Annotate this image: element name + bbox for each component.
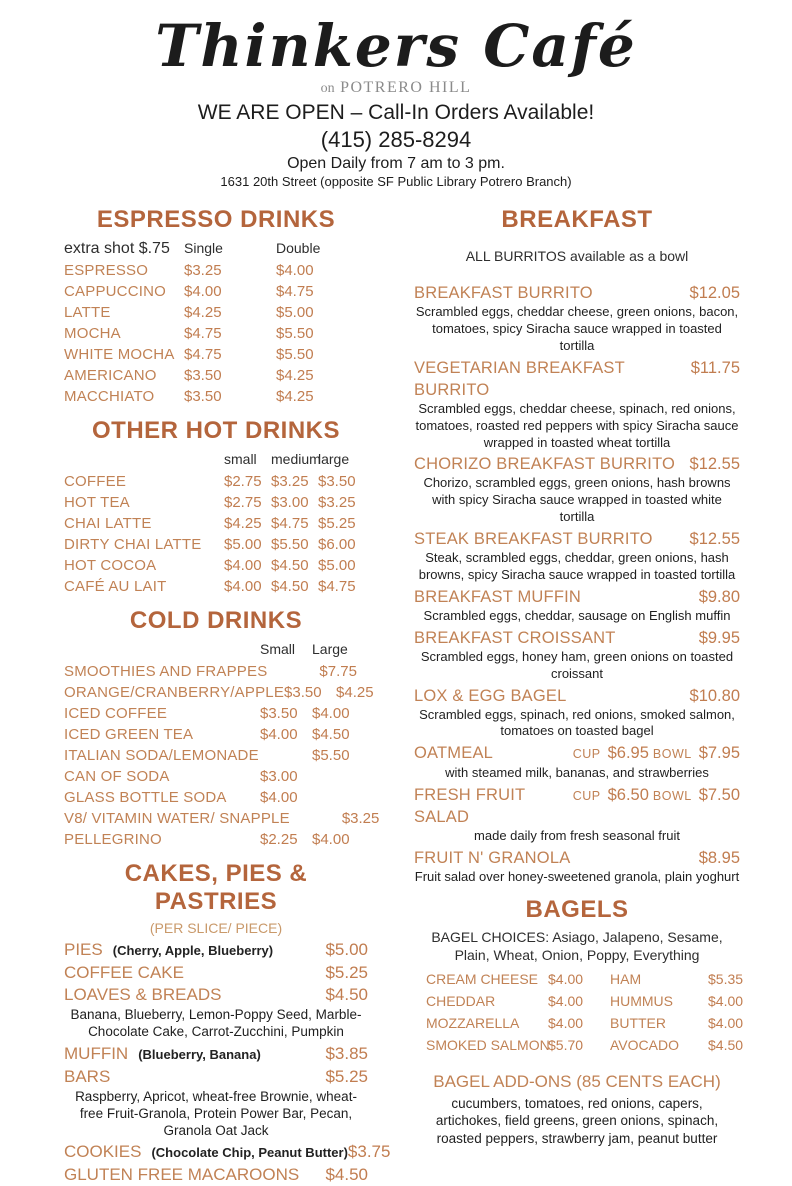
item-price-single: $3.25 [184, 262, 222, 280]
item-price-medium: $3.25 [271, 473, 309, 491]
item-price-double: $4.25 [276, 388, 314, 406]
item-price-large: $5.25 [318, 515, 356, 533]
item-name: CAFÉ AU LAIT [64, 578, 167, 596]
item-name: HAM [610, 971, 642, 988]
item-price-bowl: $7.95 [698, 744, 740, 763]
pastries-subtitle: (PER SLICE/ PIECE) [149, 920, 283, 937]
column-header-large: large [318, 451, 350, 468]
item-name: CAPPUCCINO [64, 283, 167, 301]
menu-item-row [64, 281, 368, 302]
menu-item-row [64, 471, 368, 492]
item-price-cup: $6.95 [607, 744, 649, 763]
menu-item-row [64, 1164, 368, 1186]
item-price-double: $5.00 [276, 304, 314, 322]
item-price-large: $4.75 [318, 578, 356, 596]
item-variants: (Chocolate Chip, Peanut Butter) [151, 1145, 348, 1161]
cup-label: CUP [572, 747, 601, 762]
breakfast-heading: BREAKFAST [501, 206, 653, 234]
pastries-section [64, 860, 391, 1186]
item-price-small: $4.00 [260, 726, 298, 744]
item-price-large: $4.00 [312, 831, 350, 849]
item-price: $11.75 [690, 358, 740, 377]
menu-item-row [414, 282, 740, 304]
item-price-small: $3.50 [260, 705, 298, 723]
menu-item-block [64, 1066, 368, 1140]
menu-item-row [64, 1141, 391, 1164]
menu-item-row [414, 586, 740, 608]
item-price-large: $5.50 [312, 747, 350, 765]
menu-item-row [64, 492, 368, 513]
phone-number: (415) 285-8294 [320, 127, 472, 153]
menu-item-row [414, 453, 740, 475]
item-price-single: $4.75 [184, 346, 222, 364]
item-description: made daily from fresh seasonal fruit [474, 828, 680, 844]
item-description: Scrambled eggs, spinach, red onions, smoked salmon, tomatoes on toasted bagel [419, 706, 735, 739]
item-name: BUTTER [610, 1015, 666, 1032]
item-name: MUFFIN [64, 1043, 129, 1063]
menu-item-row [64, 829, 368, 850]
item-name: CREAM CHEESE [426, 971, 539, 988]
item-price-small: $2.75 [224, 473, 262, 491]
item-name: CHEDDAR [426, 993, 496, 1010]
item-name: HOT TEA [64, 494, 130, 512]
menu-item-row [64, 365, 368, 386]
item-name: COOKIES [64, 1142, 142, 1162]
item-price: $4.00 [548, 1015, 584, 1032]
item-name: MOCHA [64, 325, 121, 343]
menu-item-row [64, 513, 368, 534]
item-variants: (Blueberry, Banana) [138, 1046, 261, 1062]
menu-item-block [64, 962, 368, 984]
item-price-small: $3.00 [260, 768, 298, 786]
item-name: GLUTEN FREE MACAROONS [64, 1165, 300, 1185]
menu-item-row [64, 745, 368, 766]
menu-item-row [64, 386, 368, 407]
item-description: Banana, Blueberry, Lemon-Poppy Seed, Marble-Chocolate Cake, Carrot-Zucchini, Pumpkin [70, 1007, 362, 1039]
item-name: ITALIAN SODA/LEMONADE [64, 747, 259, 765]
item-name: LATTE [64, 304, 111, 322]
bagel-addons-list: cucumbers, tomatoes, red onions, capers, artichokes, field greens, green onions, spinach, roasted peppers, strawberry jam, peanut butter [435, 1095, 719, 1146]
open-banner: WE ARE OPEN – Call-In Orders Available! [197, 101, 595, 125]
cup-bowl-prices [573, 784, 740, 807]
item-name: PIES [64, 940, 103, 960]
item-description: with steamed milk, bananas, and strawberries [445, 765, 709, 781]
item-name: BARS [64, 1066, 111, 1086]
item-name: DIRTY CHAI LATTE [64, 536, 202, 554]
item-name: BREAKFAST MUFFIN [414, 587, 581, 606]
cafe-subtitle [0, 79, 792, 97]
item-name: VEGETARIAN BREAKFAST BURRITO [414, 358, 625, 399]
menu-item-block [414, 847, 740, 886]
menu-item-block [414, 453, 740, 526]
item-price-small: $2.75 [224, 494, 262, 512]
item-description: Scrambled eggs, cheddar, sausage on English muffin [423, 607, 731, 623]
item-price-large: $4.25 [336, 684, 374, 702]
menu-item-block [414, 742, 740, 782]
street-address: 1631 20th Street (opposite SF Public Library Potrero Branch) [220, 174, 572, 190]
espresso-heading: ESPRESSO DRINKS [96, 206, 336, 234]
cold-drinks-heading: COLD DRINKS [129, 607, 303, 635]
item-name: ORANGE/CRANBERRY/APPLE [64, 684, 285, 702]
bagel-spreads-table [426, 968, 744, 1056]
menu-item-block [64, 1141, 391, 1164]
column-header-large: Large [312, 641, 348, 658]
menu-item-block [414, 685, 740, 741]
item-price-small: $3.50 [284, 684, 322, 702]
item-description: Scrambled eggs, cheddar cheese, green onions, bacon, tomatoes, spicy Siracha sauce wrapped in toasted tortilla [415, 304, 739, 353]
menu-item-row [414, 847, 740, 869]
item-name: LOX & EGG BAGEL [414, 686, 567, 705]
cup-bowl-prices [573, 742, 740, 765]
item-price-small: $2.25 [260, 831, 298, 849]
menu-item-row [64, 984, 368, 1006]
item-price-double: $4.00 [276, 262, 314, 280]
item-price-large: $7.75 [319, 663, 357, 681]
item-price-medium: $3.00 [271, 494, 309, 512]
item-price-large: $3.50 [318, 473, 356, 491]
item-price-medium: $4.75 [271, 515, 309, 533]
item-price-single: $4.00 [184, 283, 222, 301]
subtitle-location: POTRERO HILL [340, 78, 472, 96]
menu-item-block [64, 939, 368, 962]
item-name: PELLEGRINO [64, 831, 162, 849]
item-name: ESPRESSO [64, 262, 149, 280]
item-price-medium: $4.50 [271, 578, 309, 596]
item-price: $8.95 [698, 849, 740, 868]
menu-item-row [64, 576, 368, 597]
menu-item-row [414, 627, 740, 649]
menu-item-block [414, 528, 740, 584]
menu-item-row [64, 1066, 368, 1088]
item-name: COFFEE [64, 473, 127, 491]
breakfast-section [414, 206, 740, 886]
item-price-single: $3.50 [184, 388, 222, 406]
item-name: CAN OF SODA [64, 768, 170, 786]
cold-drinks-header-row [64, 639, 368, 660]
item-price-single: $3.50 [184, 367, 222, 385]
menu-item-block [414, 282, 740, 355]
menu-item-block [414, 357, 740, 452]
menu-item-block [64, 1043, 368, 1066]
cold-drinks-table [64, 639, 380, 850]
menu-item-row [64, 260, 368, 281]
menu-item-row [64, 534, 368, 555]
item-name: CHAI LATTE [64, 515, 152, 533]
item-price-large: $6.00 [318, 536, 356, 554]
menu-columns [0, 196, 792, 1186]
bagel-addons-heading: BAGEL ADD-ONS (85 CENTS EACH) [433, 1072, 721, 1092]
menu-item-block [414, 784, 740, 845]
menu-item-row [414, 742, 740, 765]
item-price: $5.00 [325, 940, 368, 960]
espresso-header-row [64, 238, 368, 259]
item-price-large: $5.00 [318, 557, 356, 575]
item-name: WHITE MOCHA [64, 346, 175, 364]
column-header-double: Double [276, 240, 321, 257]
menu-item-block [414, 586, 740, 625]
subtitle-prefix: on [320, 80, 335, 96]
item-price: $4.00 [548, 971, 584, 988]
menu-item-row [414, 357, 740, 401]
menu-item-row [64, 766, 368, 787]
item-name: SMOOTHIES AND FRAPPES [64, 663, 268, 681]
menu-item-block [64, 984, 368, 1041]
item-price: $12.55 [689, 530, 740, 549]
hot-drinks-header-row [64, 449, 368, 470]
item-description: Steak, scrambled eggs, cheddar, green onions, hash browns, spicy Siracha sauce wrapped in toasted tortilla [418, 550, 736, 582]
item-description: Scrambled eggs, honey ham, green onions on toasted croissant [420, 648, 734, 681]
menu-item-row [64, 787, 368, 808]
espresso-section [64, 206, 368, 407]
item-name: HUMMUS [610, 993, 673, 1010]
bowl-label: BOWL [652, 747, 692, 762]
menu-item-row [64, 555, 368, 576]
item-description: Chorizo, scrambled eggs, green onions, hash browns with spicy Siracha sauce wrapped in toasted white tortilla [423, 475, 731, 525]
menu-item-row [64, 703, 368, 724]
item-price-double: $5.50 [276, 346, 314, 364]
menu-item-row [414, 784, 740, 828]
item-price: $9.80 [698, 587, 740, 606]
item-name: HOT COCOA [64, 557, 157, 575]
cold-drinks-section [64, 607, 380, 850]
menu-item-row [426, 990, 744, 1012]
item-price-single: $4.75 [184, 325, 222, 343]
item-price: $5.25 [325, 1066, 368, 1086]
item-price: $5.70 [548, 1037, 584, 1054]
item-price-double: $4.75 [276, 283, 314, 301]
item-price: $9.95 [698, 628, 740, 647]
item-price: $5.35 [708, 971, 744, 988]
item-price: $4.00 [548, 993, 584, 1010]
menu-item-row [64, 323, 368, 344]
item-price-double: $4.25 [276, 367, 314, 385]
hot-drinks-table [64, 449, 368, 597]
item-price-small: $5.00 [224, 536, 262, 554]
item-price: $3.75 [347, 1142, 391, 1162]
hot-drinks-section [64, 417, 368, 597]
item-name: BREAKFAST CROISSANT [414, 628, 616, 647]
hot-drinks-heading: OTHER HOT DRINKS [92, 417, 340, 445]
item-name: CHORIZO BREAKFAST BURRITO [414, 455, 676, 474]
item-price-small: $4.00 [224, 578, 262, 596]
item-price-small: $4.00 [224, 557, 262, 575]
menu-item-row [426, 968, 744, 990]
item-price-large: $3.25 [318, 494, 356, 512]
menu-item-row [64, 302, 368, 323]
item-price-small: $4.00 [260, 789, 298, 807]
item-price-bowl: $7.50 [698, 786, 740, 805]
bagel-choices: BAGEL CHOICES: Asiago, Jalapeno, Sesame, Plain, Wheat, Onion, Poppy, Everything [431, 928, 723, 964]
column-header-single: Single [184, 240, 223, 257]
column-header-small: small [224, 451, 257, 468]
item-name: FRUIT N' GRANOLA [414, 849, 571, 868]
item-name: V8/ VITAMIN WATER/ SNAPPLE [64, 810, 290, 828]
menu-item-row [64, 962, 368, 984]
column-header-medium: medium [271, 451, 321, 468]
item-price-medium: $4.50 [271, 557, 309, 575]
menu-item-block [64, 1164, 368, 1186]
item-price: $12.55 [689, 455, 740, 474]
item-price-large: $4.00 [312, 705, 350, 723]
menu-item-block [414, 627, 740, 683]
item-name: BREAKFAST BURRITO [414, 284, 593, 303]
item-description: Fruit salad over honey-sweetened granola, plain yoghurt [414, 869, 740, 885]
item-price-double: $5.50 [276, 325, 314, 343]
opening-hours: Open Daily from 7 am to 3 pm. [287, 154, 505, 172]
item-name: MACCHIATO [64, 388, 155, 406]
item-price: $4.50 [325, 985, 368, 1005]
item-name: STEAK BREAKFAST BURRITO [414, 530, 653, 549]
menu-item-row [64, 808, 380, 829]
item-name: LOAVES & BREADS [64, 985, 222, 1005]
item-name: AMERICANO [64, 367, 157, 385]
menu-item-row [414, 685, 740, 707]
extra-shot-note: extra shot $.75 [64, 240, 170, 258]
item-price-small: $4.25 [224, 515, 262, 533]
item-price: $4.00 [708, 993, 744, 1010]
menu-item-row [426, 1034, 744, 1056]
bagels-section [414, 895, 744, 1147]
menu-masthead [0, 12, 792, 190]
item-price-large: $4.50 [312, 726, 350, 744]
cafe-title: Thinkers Café [155, 12, 637, 80]
menu-item-row [64, 724, 368, 745]
item-price-medium: $5.50 [271, 536, 309, 554]
menu-item-row [64, 939, 368, 962]
item-name: AVOCADO [610, 1037, 679, 1054]
menu-item-row [414, 528, 740, 550]
item-name: MOZZARELLA [426, 1015, 520, 1032]
item-price: $12.05 [689, 284, 740, 303]
item-name: SMOKED SALMON [426, 1037, 550, 1054]
item-price: $4.00 [708, 1015, 744, 1032]
item-price-large: $3.25 [341, 810, 380, 828]
item-price-single: $4.25 [184, 304, 222, 322]
burrito-bowl-note: ALL BURRITOS available as a bowl [465, 248, 689, 265]
item-name: GLASS BOTTLE SODA [64, 789, 227, 807]
item-price: $4.50 [325, 1165, 368, 1185]
menu-item-row [64, 344, 368, 365]
menu-item-row [426, 1012, 744, 1034]
item-price: $10.80 [689, 686, 740, 705]
item-description: Scrambled eggs, cheddar cheese, spinach, red onions, tomatoes, roasted red peppers with spicy Siracha sauce wrapped in toasted wheat tortilla [415, 400, 739, 450]
cup-label: CUP [572, 789, 601, 804]
item-price: $3.85 [325, 1043, 368, 1063]
column-header-small: Small [260, 641, 296, 658]
right-column [396, 196, 792, 1186]
item-name: ICED COFFEE [64, 705, 168, 723]
item-name: FRESH FRUIT SALAD [414, 786, 525, 827]
menu-item-row [64, 661, 368, 682]
pastries-heading: CAKES, PIES & PASTRIES [124, 860, 308, 916]
menu-item-row [64, 1043, 368, 1066]
item-variants: (Cherry, Apple, Blueberry) [112, 943, 274, 959]
item-price: $5.25 [325, 963, 368, 983]
item-name: ICED GREEN TEA [64, 726, 194, 744]
menu-item-row [64, 682, 374, 703]
left-column [0, 196, 396, 1186]
bowl-label: BOWL [652, 789, 692, 804]
bagels-heading: BAGELS [525, 895, 629, 923]
item-price: $4.50 [708, 1037, 744, 1054]
item-price-cup: $6.50 [607, 786, 649, 805]
item-name: OATMEAL [414, 744, 494, 763]
item-description: Raspberry, Apricot, wheat-free Brownie, wheat-free Fruit-Granola, Protein Power Bar, Pecan, Granola Oat Jack [75, 1088, 357, 1138]
espresso-table [64, 238, 368, 407]
item-name: COFFEE CAKE [64, 963, 184, 983]
